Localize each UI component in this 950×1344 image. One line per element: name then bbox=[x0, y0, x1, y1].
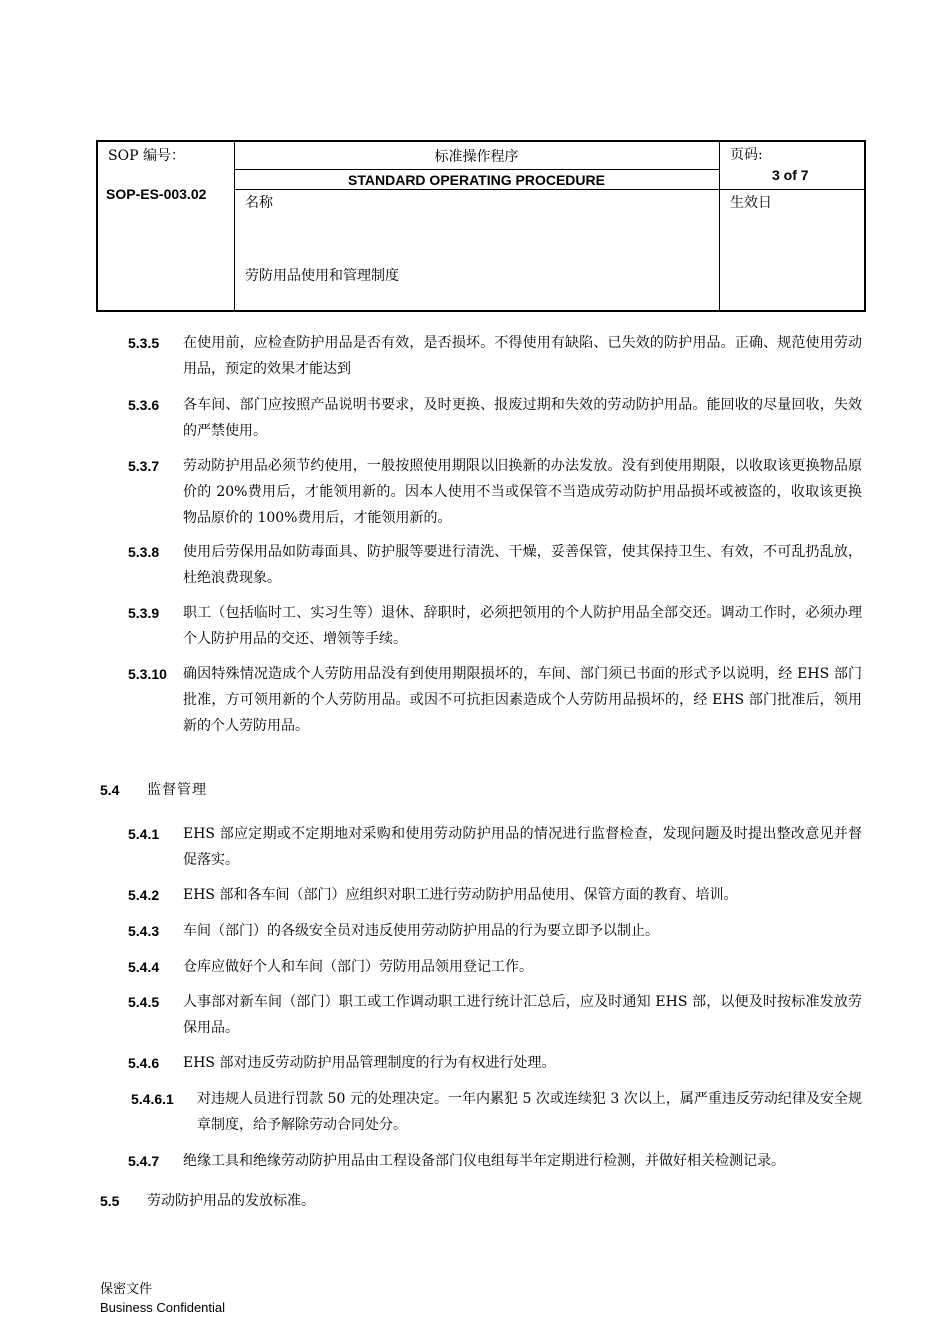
section-text: 绝缘工具和绝缘劳动防护用品由工程设备部门仪电组每半年定期进行检测，并做好相关检测记录。 bbox=[183, 1153, 785, 1169]
table-divider bbox=[234, 142, 235, 310]
section-text: 劳动防护用品必须节约使用，一般按照使用期限以旧换新的办法发放。没有到使用期限，以收取该更换物品原价的 20%费用后，才能领用新的。因本人使用不当或保管不当造成劳动防护用品损坏或被盗的，收取该更换物品原价的 100%费用后，才能领用新的。 bbox=[183, 458, 862, 526]
section-text: 仓库应做好个人和车间（部门）劳防用品领用登记工作。 bbox=[183, 959, 533, 975]
section-text: 使用后劳保用品如防毒面具、防护服等要进行清洗、干燥，妥善保管，使其保持卫生、有效，不可乱扔乱放，杜绝浪费现象。 bbox=[183, 544, 862, 586]
section-5-5 bbox=[100, 1188, 500, 1214]
section-text: 在使用前，应检查防护用品是否有效，是否损坏。不得使用有缺陷、已失效的防护用品。正确、规范使用劳动用品，预定的效果才能达到 bbox=[183, 335, 862, 377]
title-cn: 标准操作程序 bbox=[434, 149, 519, 165]
section-number: 5.3.9 bbox=[128, 605, 160, 621]
table-divider bbox=[234, 169, 719, 170]
section-number: 5.3.5 bbox=[128, 335, 160, 351]
section-5-3-8 bbox=[128, 539, 862, 591]
footer-confidential-en: Business Confidential bbox=[100, 1300, 226, 1315]
section-number: 5.4.4 bbox=[128, 959, 160, 975]
section-number: 5.4.1 bbox=[128, 826, 160, 842]
section-5-3-7 bbox=[128, 453, 862, 531]
section-number: 5.4.2 bbox=[128, 887, 160, 903]
effective-date-label: 生效日 bbox=[730, 195, 772, 211]
section-heading: 监督管理 bbox=[147, 782, 207, 798]
footer-confidential-cn: 保密文件 bbox=[100, 1282, 153, 1297]
document-name: 劳防用品使用和管理制度 bbox=[245, 268, 399, 284]
section-5-4-2 bbox=[128, 882, 862, 908]
section-5-4 bbox=[100, 777, 400, 803]
sop-number: SOP-ES-003.02 bbox=[106, 186, 207, 202]
section-text: 对违规人员进行罚款 50 元的处理决定。一年内累犯 5 次或连续犯 3 次以上，属严重违反劳动纪律及安全规章制度，给予解除劳动合同处分。 bbox=[197, 1091, 862, 1133]
section-number: 5.4.3 bbox=[128, 923, 160, 939]
section-5-4-7 bbox=[128, 1148, 862, 1174]
name-label: 名称 bbox=[245, 195, 273, 211]
sop-number-label: SOP 编号： bbox=[108, 148, 185, 164]
section-number: 5.4.6.1 bbox=[131, 1091, 174, 1107]
section-text: 人事部对新车间（部门）职工或工作调动职工进行统计汇总后，应及时通知 EHS 部，以便及时按标准发放劳保用品。 bbox=[183, 994, 862, 1036]
section-5-4-6 bbox=[128, 1050, 862, 1076]
section-number: 5.4.7 bbox=[128, 1153, 160, 1169]
section-number: 5.5 bbox=[100, 1193, 120, 1209]
section-5-4-5 bbox=[128, 989, 862, 1041]
section-text: EHS 部对违反劳动防护用品管理制度的行为有权进行处理。 bbox=[183, 1055, 556, 1071]
section-number: 5.4 bbox=[100, 782, 120, 798]
section-5-3-9 bbox=[128, 600, 862, 652]
page-number: 3 of 7 bbox=[772, 167, 809, 183]
page-label: 页码: bbox=[730, 147, 763, 163]
section-text: EHS 部和各车间（部门）应组织对职工进行劳动防护用品使用、保管方面的教育、培训。 bbox=[183, 887, 738, 903]
section-text: 确因特殊情况造成个人劳防用品没有到使用期限损坏的，车间、部门须已书面的形式予以说明，经 EHS 部门批准，方可领用新的个人劳防用品。或因不可抗拒因素造成个人劳防用品损坏的，经 EHS 部门批准后，领用新的个人劳防用品。 bbox=[183, 666, 862, 734]
title-en: STANDARD OPERATING PROCEDURE bbox=[348, 172, 605, 188]
sop-header-table bbox=[96, 140, 866, 312]
section-text: 职工（包括临时工、实习生等）退休、辞职时，必须把领用的个人防护用品全部交还。调动工作时，必须办理个人防护用品的交还、增领等手续。 bbox=[183, 605, 862, 647]
table-divider bbox=[234, 189, 864, 190]
section-number: 5.3.10 bbox=[128, 666, 167, 682]
section-text: EHS 部应定期或不定期地对采购和使用劳动防护用品的情况进行监督检查，发现问题及时提出整改意见并督促落实。 bbox=[183, 826, 862, 868]
section-5-4-1 bbox=[128, 821, 862, 873]
section-5-4-3 bbox=[128, 918, 862, 944]
section-5-4-6-1 bbox=[131, 1086, 862, 1138]
section-5-4-4 bbox=[128, 954, 862, 980]
section-number: 5.4.6 bbox=[128, 1055, 160, 1071]
section-5-3-6 bbox=[128, 392, 862, 444]
section-number: 5.3.8 bbox=[128, 544, 160, 560]
section-5-3-10 bbox=[128, 661, 862, 739]
section-text: 车间（部门）的各级安全员对违反使用劳动防护用品的行为要立即予以制止。 bbox=[183, 923, 659, 939]
table-divider bbox=[719, 142, 720, 310]
section-number: 5.4.5 bbox=[128, 994, 160, 1010]
section-heading: 劳动防护用品的发放标准。 bbox=[147, 1193, 315, 1209]
section-number: 5.3.7 bbox=[128, 458, 160, 474]
section-5-3-5 bbox=[128, 330, 862, 382]
section-number: 5.3.6 bbox=[128, 397, 160, 413]
section-text: 各车间、部门应按照产品说明书要求，及时更换、报废过期和失效的劳动防护用品。能回收的尽量回收，失效的严禁使用。 bbox=[183, 397, 862, 439]
